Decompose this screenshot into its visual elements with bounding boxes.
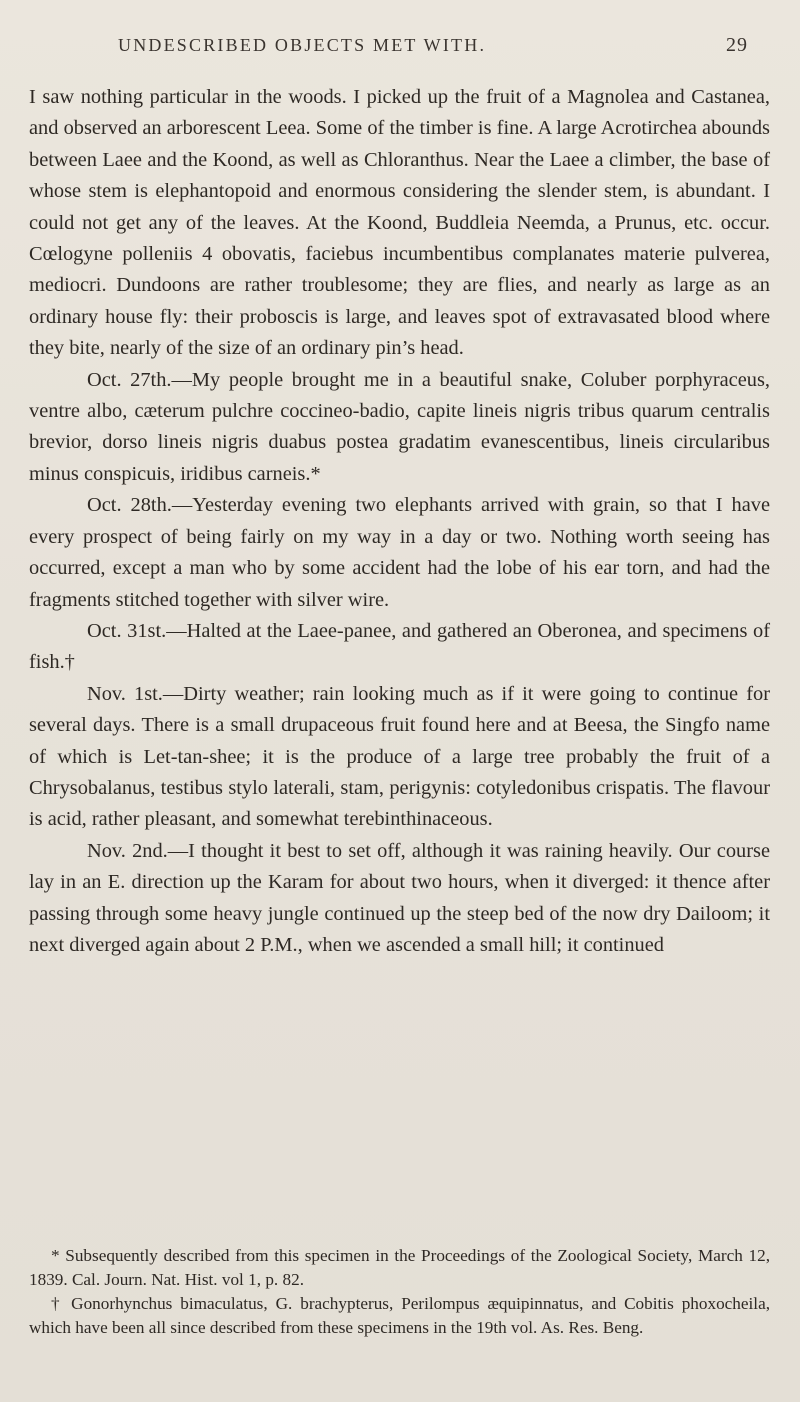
paragraph: Oct. 31st.—Halted at the Laee-panee, and gathered an Oberonea, and specimens of fish.† <box>29 619 770 674</box>
footnote: * Subsequently described from this specimen in the Proceedings of the Zoological Society, March 12, 1839. Cal. Journ. Nat. Hist. vol 1, p. 82. <box>29 1246 770 1289</box>
footnotes <box>29 1244 770 1340</box>
paragraph: Oct. 28th.—Yesterday evening two elephants arrived with grain, so that I have every prospect of being fairly on my way in a day or two. Nothing worth seeing has occurred, except a man who by some accident had the lobe of his ear torn, and had the fragments stitched together with silver wire. <box>29 494 770 611</box>
paragraph: Nov. 1st.—Dirty weather; rain looking much as if it were going to continue for several days. There is a small drupaceous fruit found here and at Beesa, the Singfo name of which is Let-tan-shee; it is the produce of a large tree probably the fruit of a Chrysobalanus, testibus stylo laterali, stam, perigynis: cotyledonibus crispatis. The flavour is acid, rather pleasant, and somewhat terebinthinaceous. <box>29 682 770 831</box>
page-number: 29 <box>726 34 748 56</box>
paragraph: I saw nothing particular in the woods. I picked up the fruit of a Magnolea and Castanea, and observed an arborescent Leea. Some of the timber is fine. A large Acrotirchea abounds between Laee and the Koond, as well as Chloranthus. Near the Laee a climber, the base of whose stem is elephantopoid and enormous considering the slender stem, is abundant. I could not get any of the leaves. At the Koond, Buddleia Neemda, a Prunus, etc. occur. Cœlogyne polleniis 4 obovatis, faciebus incumbentibus complanates materie pulverea, mediocri. Dundoons are rather troublesome; they are flies, and nearly as large as an ordinary house fly: their proboscis is large, and leaves spot of extravasated blood where they bite, nearly of the size of an ordinary pin’s head. <box>29 86 770 360</box>
page-header <box>118 34 748 62</box>
paragraph: Nov. 2nd.—I thought it best to set off, although it was raining heavily. Our course lay in an E. direction up the Karam for about two hours, when it diverged: it thence after passing through some heavy jungle continued up the steep bed of the now dry Dailoom; it next diverged again about 2 P.M., when we ascended a small hill; it continued <box>29 839 770 956</box>
footnote: † Gonorhynchus bimaculatus, G. brachypterus, Perilompus æquipinnatus, and Cobitis phoxocheila, which have been all since described from these specimens in the 19th vol. As. Res. Beng. <box>29 1294 770 1337</box>
paragraph: Oct. 27th.—My people brought me in a beautiful snake, Coluber porphyraceus, ventre albo, cæterum pulchre coccineo-badio, capite lineis nigris tribus quarum centralis brevior, dorso lineis nigris duabus postea gradatim evanescentibus, lineis circularibus minus conspicuis, iridibus carneis.* <box>29 368 770 485</box>
body-text <box>29 82 770 961</box>
running-title: UNDESCRIBED OBJECTS MET WITH. <box>118 35 487 55</box>
